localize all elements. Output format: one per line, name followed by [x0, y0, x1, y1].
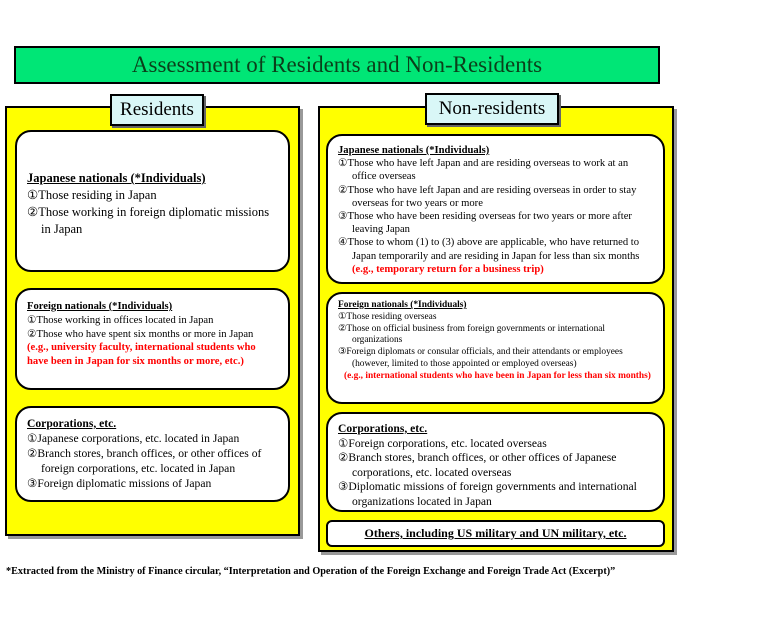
residents-foreign-card — [15, 288, 290, 390]
nonresidents-corporations-card — [326, 412, 665, 512]
card-title: Corporations, etc. — [27, 417, 117, 430]
list-item: ①Japanese corporations, etc. located in Japan — [27, 432, 240, 445]
nonresidents-heading: Non-residents — [425, 93, 559, 125]
residents-japanese-card — [15, 130, 290, 272]
list-item: ③Those who have been residing overseas for two years or more after leaving Japan — [338, 211, 632, 236]
list-item-text: ④Those to whom (1) to (3) above are applicable, who have returned to Japan temporarily and are residing in Japan for less than six months — [338, 237, 640, 262]
example-note: (e.g., temporary return for a business trip) — [352, 263, 544, 275]
residents-heading: Residents — [110, 94, 204, 126]
list-item: ③Foreign diplomatic missions of Japan — [27, 477, 212, 490]
list-item: ③Foreign diplomats or consular officials, and their attendants or employees (however, limited to those appointed or employed overseas) — [338, 347, 623, 369]
card-title: Foreign nationals (*Individuals) — [27, 301, 173, 312]
list-item: ③Diplomatic missions of foreign governments and international organizations located in Japan — [338, 480, 637, 508]
list-item: ②Those who have left Japan and are residing overseas in order to stay overseas for two years or more — [338, 184, 637, 209]
list-item: ①Foreign corporations, etc. located overseas — [338, 436, 547, 450]
card-title: Japanese nationals (*Individuals) — [338, 145, 490, 156]
card-title: Japanese nationals (*Individuals) — [27, 171, 206, 185]
list-item: ②Branch stores, branch offices, or other offices of foreign corporations, etc. located in Japan — [27, 447, 262, 475]
list-item: ①Those residing overseas — [338, 311, 437, 322]
card-title: Corporations, etc. — [338, 422, 428, 435]
card-title: Foreign nationals (*Individuals) — [338, 300, 467, 310]
example-note: (e.g., university faculty, international students who have been in Japan for six months or more, etc.) — [27, 342, 256, 368]
list-item: ②Those working in foreign diplomatic missions in Japan — [27, 205, 270, 236]
list-item: ①Those residing in Japan — [27, 188, 157, 202]
list-item: ②Those who have spent six months or more in Japan — [27, 328, 254, 340]
list-item — [338, 236, 653, 276]
list-item: ①Those working in offices located in Japan — [27, 314, 214, 326]
diagram-title: Assessment of Residents and Non-Residents — [14, 46, 660, 84]
list-item: ②Branch stores, branch offices, or other offices of Japanese corporations, etc. located overseas — [338, 451, 617, 479]
list-item: ②Those on official business from foreign governments or international organizations — [338, 323, 606, 346]
residents-corporations-card — [15, 406, 290, 502]
footnote: *Extracted from the Ministry of Finance circular, “Interpretation and Operation of the Foreign Exchange and Foreign Trade Act (Excerpt)” — [6, 566, 616, 577]
list-item: ①Those who have left Japan and are residing overseas to work at an office overseas — [338, 158, 629, 183]
example-note: (e.g., international students who have been in Japan for less than six months) — [344, 370, 651, 381]
nonresidents-others-box: Others, including US military and UN military, etc. — [326, 520, 665, 547]
nonresidents-japanese-card — [326, 134, 665, 284]
nonresidents-foreign-card — [326, 292, 665, 404]
